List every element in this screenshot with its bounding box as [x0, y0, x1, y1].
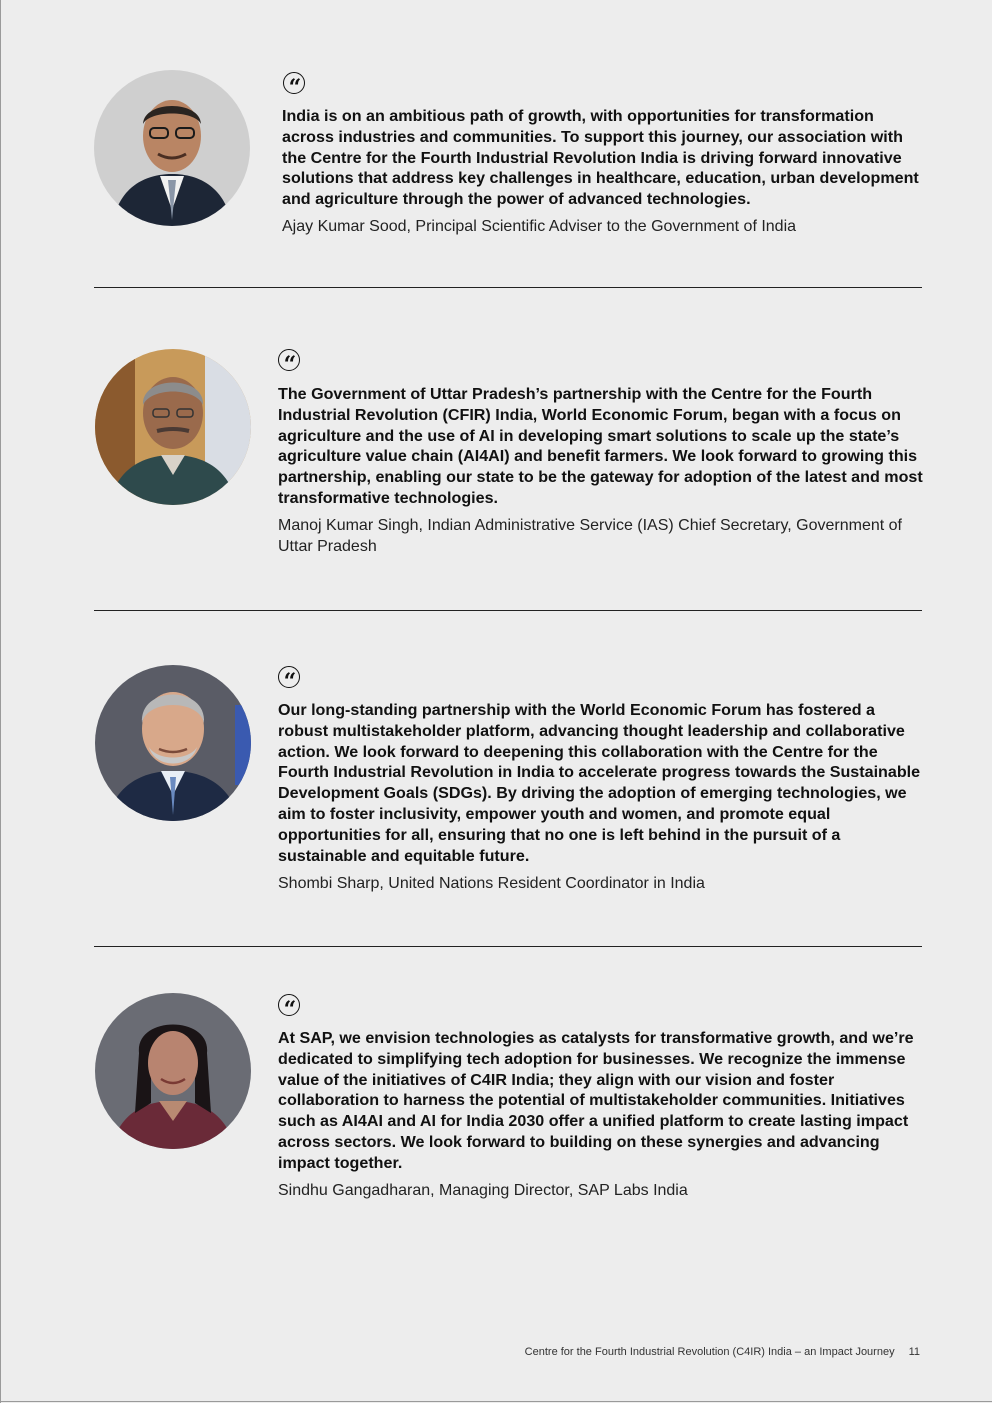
page-footer [525, 1346, 920, 1358]
footer-title: Centre for the Fourth Industrial Revolution (C4IR) India – an Impact Journey [524, 1346, 895, 1358]
testimonial-attribution: Shombi Sharp, United Nations Resident Coordinator in India [278, 875, 705, 892]
quote-mark-icon: “ [278, 666, 300, 688]
testimonial-quote: India is on an ambitious path of growth, with opportunities for transformation across industries and communities. To support this journey, our association with the Centre for the Fourth Industrial Revolution India is driving forward innovative solutions that address key challenges in healthcare, education, urban development and agriculture through the power of advanced technologies. [282, 107, 919, 209]
portrait-photo [95, 665, 251, 821]
quote-mark-icon: “ [278, 349, 300, 371]
testimonial-quote: At SAP, we envision technologies as catalysts for transformative growth, and we’re dedicated to simplifying tech adoption for businesses. We recognize the immense value of the initiatives of C4IR India; they align with our vision and foster collaboration to harness the potential of multistakeholder communities. Initiatives such as AI4AI and AI for India 2030 offer a unified platform to create lasting impact across sectors. We look forward to building on these synergies and advancing impact together. [278, 1029, 914, 1172]
page-number: 11 [908, 1346, 920, 1358]
testimonial-quote: The Government of Uttar Pradesh’s partnership with the Centre for the Fourth Industrial Revolution (CFIR) India, World Economic Forum, began with a focus on agriculture and the use of AI in developing smart solutions to scale up the state’s agriculture value chain (AI4AI) and benefit farmers. We look forward to growing this partnership, enabling our state to be the gateway for adoption of the latest and most transformative technologies. [278, 385, 923, 507]
portrait-photo [95, 993, 251, 1149]
section-divider [94, 946, 922, 947]
testimonial-attribution: Ajay Kumar Sood, Principal Scientific Adviser to the Government of India [282, 218, 797, 235]
section-divider [94, 610, 922, 611]
testimonial-attribution: Sindhu Gangadharan, Managing Director, SAP Labs India [278, 1182, 688, 1199]
section-divider [94, 287, 922, 288]
portrait-photo [95, 349, 251, 505]
testimonial-quote: Our long-standing partnership with the World Economic Forum has fostered a robust multistakeholder platform, advancing thought leadership and collaborative action. We look forward to deepening this collaboration with the Centre for the Fourth Industrial Revolution in India to accelerate progress towards the Sustainable Development Goals (SDGs). By driving the adoption of emerging technologies, we aim to foster inclusivity, empower youth and women, and promote equal opportunities for all, ensuring that no one is left behind in the pursuit of a sustainable and equitable future. [278, 701, 921, 865]
testimonial-attribution: Manoj Kumar Singh, Indian Administrative Service (IAS) Chief Secretary, Government of Uttar Pradesh [278, 517, 902, 555]
quote-mark-icon: “ [278, 994, 300, 1016]
quote-mark-icon: “ [283, 72, 305, 94]
portrait-photo [94, 70, 250, 226]
page-bottom-edge [0, 1401, 992, 1402]
page-left-edge [0, 0, 1, 1403]
